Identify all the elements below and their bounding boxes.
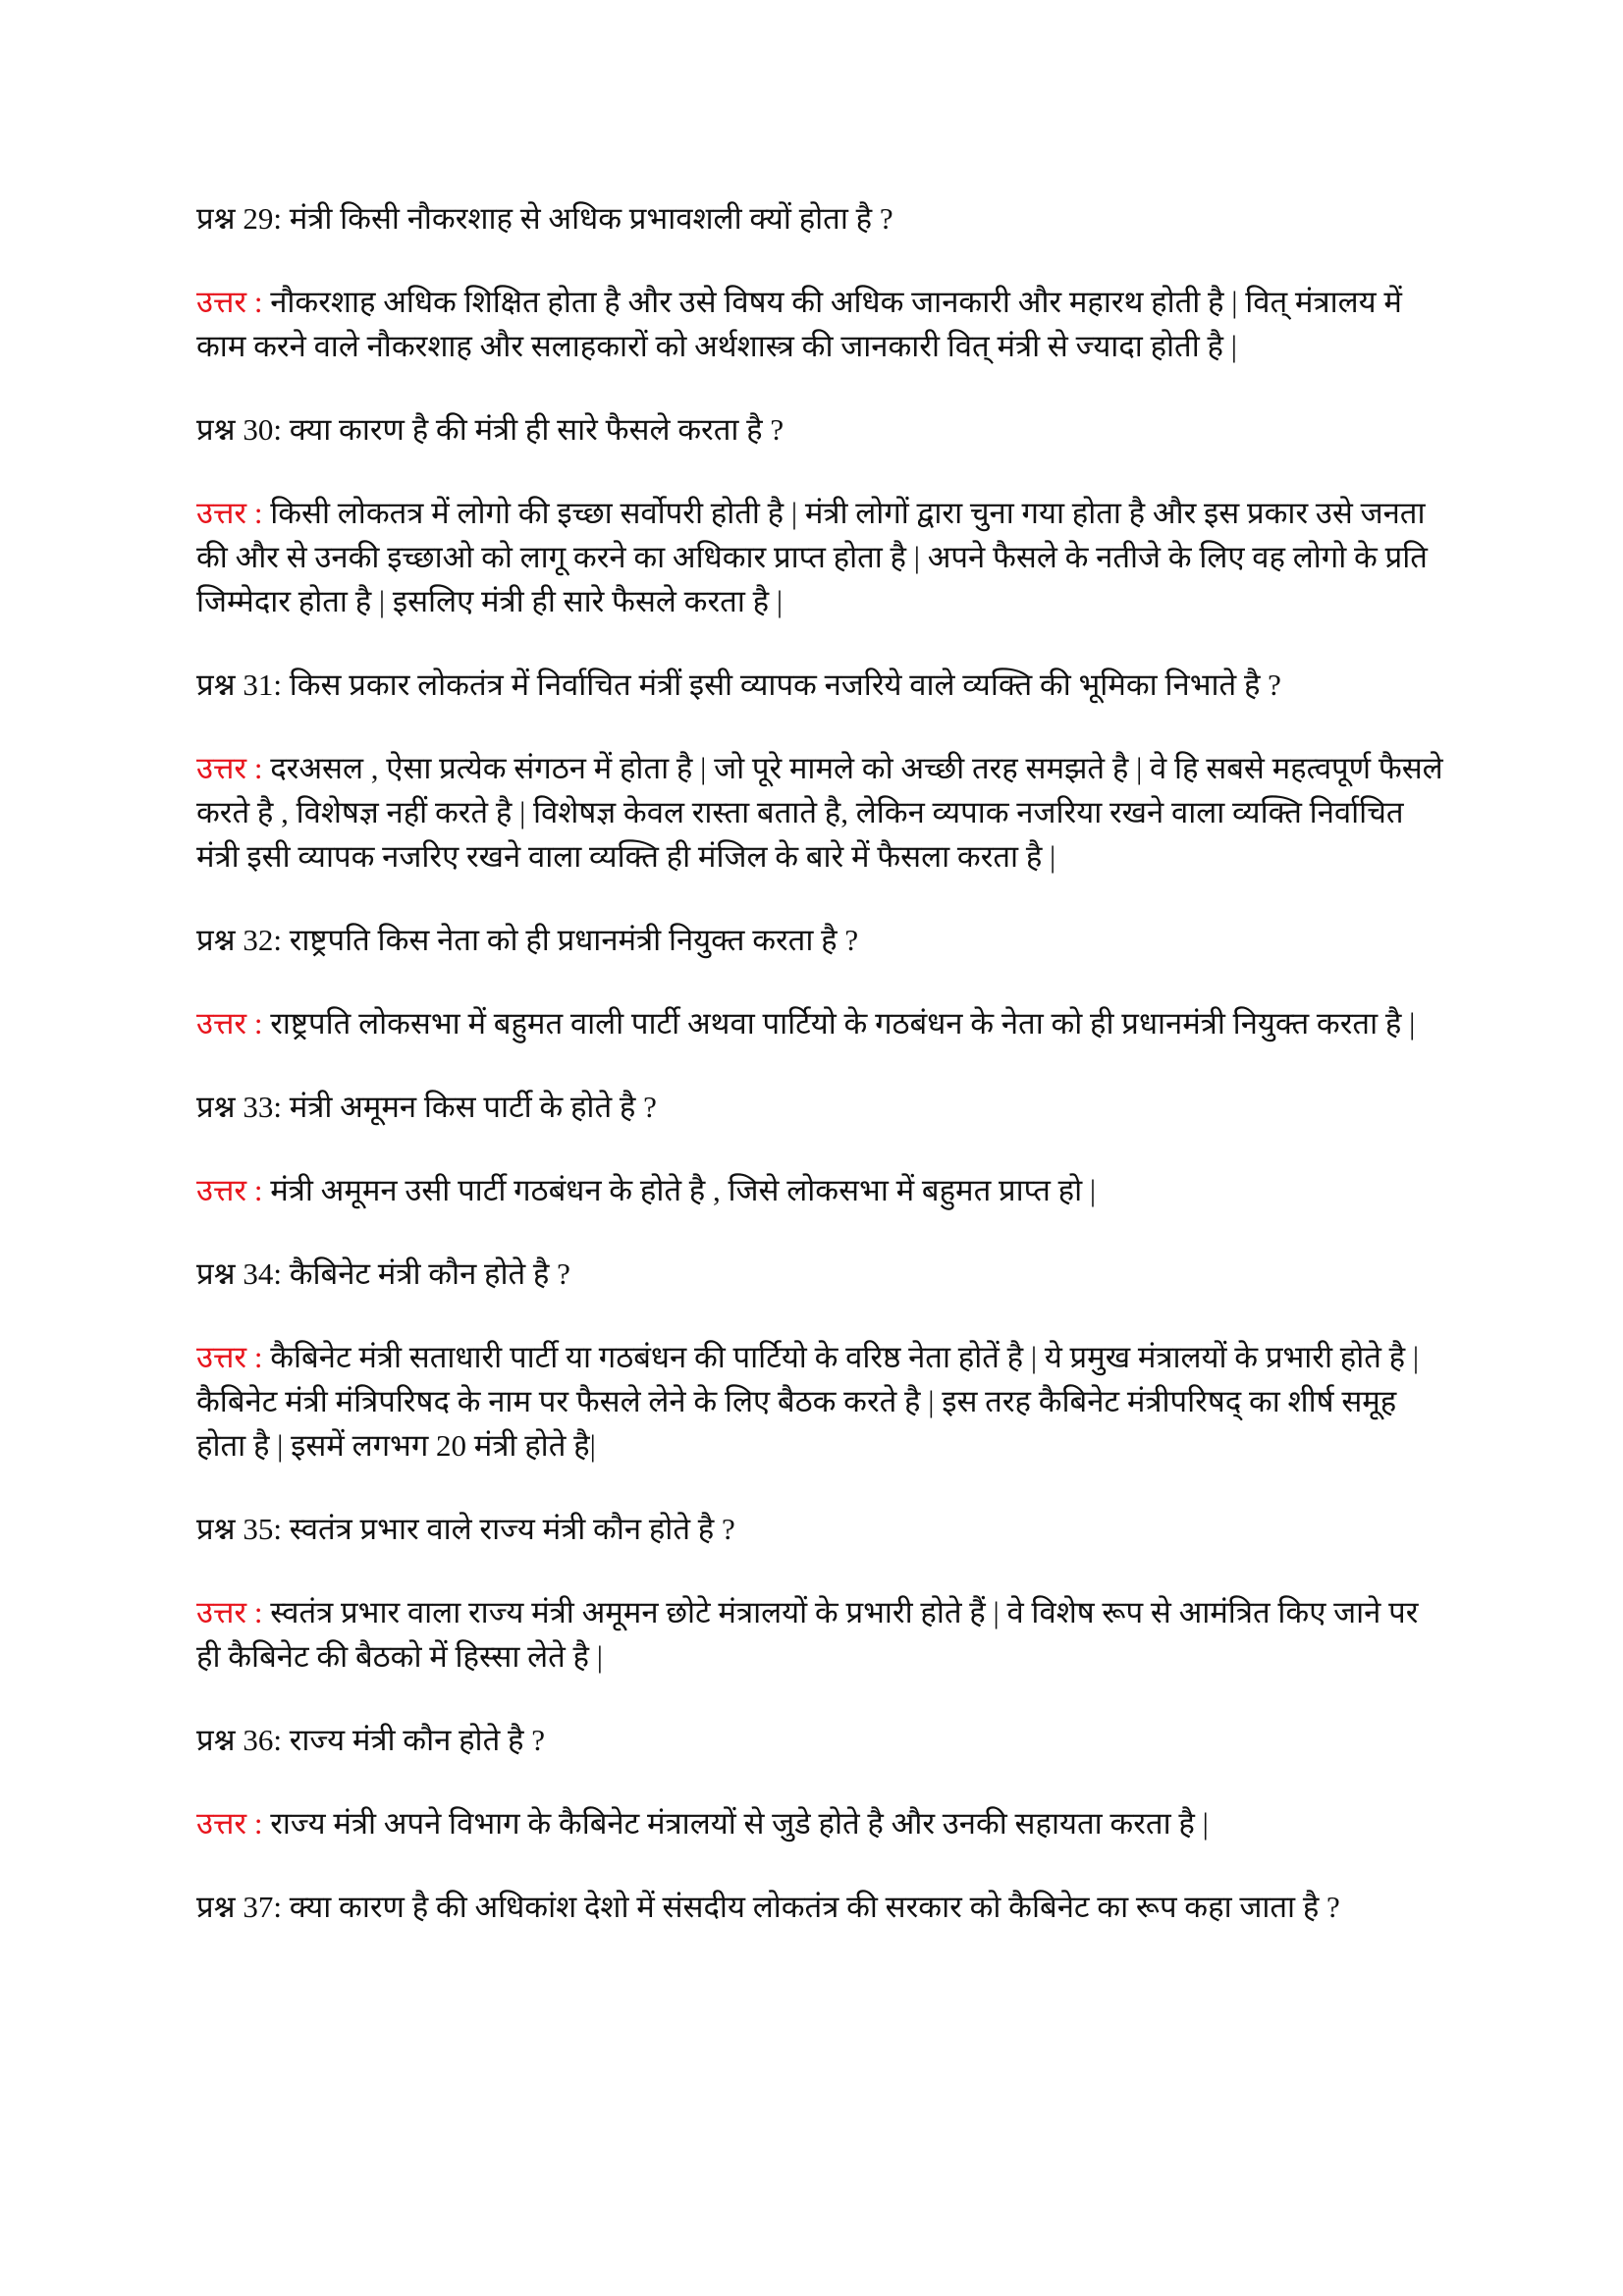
answer-text: राज्य मंत्री अपने विभाग के कैबिनेट मंत्रालयों से जुडे होते है और उनकी सहायता करता है | [270,1806,1209,1841]
answer-text: कैबिनेट मंत्री सताधारी पार्टी या गठबंधन की पार्टियो के वरिष्ठ नेता होतें है | ये प्रमुख मंत्रालयों के प्रभारी होते है | कैबिनेट मंत्री मंत्रिपरिषद के नाम पर फैसले लेने के लिए बैठक करते है | इस तरह कैबिनेट मंत्रीपरिषद् का शीर्ष समूह होता है | इसमें लगभग 20 मंत्री होते है| [196,1340,1420,1463]
question-text: राष्ट्रपति किस नेता को ही प्रधानमंत्री नियुक्त करता है ? [289,923,859,957]
question-text: कैबिनेट मंत्री कौन होते है ? [289,1256,570,1291]
question-number: 33: [243,1090,282,1124]
question-number: 37: [243,1890,282,1924]
question-30 [196,407,1443,452]
question-text: क्या कारण है की मंत्री ही सारे फैसले करता है ? [289,412,784,447]
qa-item-35 [196,1507,1443,1679]
question-prefix: प्रश्न [196,1890,236,1924]
qa-item-32 [196,918,1443,1045]
question-text: राज्य मंत्री कौन होते है ? [289,1723,545,1757]
question-prefix: प्रश्न [196,201,236,236]
document-page [196,196,1443,1968]
qa-item-30 [196,407,1443,623]
qa-item-36 [196,1718,1443,1845]
answer-29 [196,280,1443,368]
question-text: क्या कारण है की अधिकांश देशो में संसदीय लोकतंत्र की सरकार को कैबिनेट का रूप कहा जाता है ? [289,1890,1340,1924]
question-number: 34: [243,1256,282,1291]
answer-31 [196,746,1443,879]
question-36 [196,1718,1443,1762]
question-number: 30: [243,412,282,447]
question-prefix: प्रश्न [196,1723,236,1757]
question-number: 29: [243,201,282,236]
question-prefix: प्रश्न [196,667,236,702]
qa-item-31 [196,663,1443,879]
question-31 [196,663,1443,707]
question-prefix: प्रश्न [196,1256,236,1291]
question-prefix: प्रश्न [196,412,236,447]
question-35 [196,1507,1443,1551]
answer-label: उत्तर : [196,751,263,785]
answer-label: उत्तर : [196,1173,263,1207]
answer-text: राष्ट्रपति लोकसभा में बहुमत वाली पार्टी अथवा पार्टियो के गठबंधन के नेता को ही प्रधानमंत्री नियुक्त करता है | [270,1006,1416,1041]
answer-label: उत्तर : [196,1340,263,1374]
qa-item-37 [196,1885,1443,1929]
answer-33 [196,1168,1443,1212]
answer-text: स्वतंत्र प्रभार वाला राज्य मंत्री अमूमन छोटे मंत्रालयों के प्रभारी होते हैं | वे विशेष रूप से आमंत्रित किए जाने पर ही कैबिनेट की बैठको में हिस्सा लेते है | [196,1595,1419,1674]
qa-item-33 [196,1085,1443,1212]
answer-label: उत्तर : [196,285,263,319]
answer-text: मंत्री अमूमन उसी पार्टी गठबंधन के होते है , जिसे लोकसभा में बहुमत प्राप्त हो | [270,1173,1097,1207]
question-prefix: प्रश्न [196,1512,236,1546]
question-number: 36: [243,1723,282,1757]
question-number: 31: [243,667,282,702]
question-number: 35: [243,1512,282,1546]
question-prefix: प्रश्न [196,1090,236,1124]
answer-32 [196,1001,1443,1045]
question-32 [196,918,1443,962]
answer-30 [196,491,1443,623]
question-text: मंत्री अमूमन किस पार्टी के होते है ? [289,1090,657,1124]
question-prefix: प्रश्न [196,923,236,957]
question-33 [196,1085,1443,1129]
qa-item-34 [196,1252,1443,1468]
question-37 [196,1885,1443,1929]
answer-label: उत्तर : [196,496,263,530]
question-text: स्वतंत्र प्रभार वाले राज्य मंत्री कौन होते है ? [289,1512,735,1546]
question-text: किस प्रकार लोकतंत्र में निर्वाचित मंत्रीं इसी व्यापक नजरिये वाले व्यक्ति की भूमिका निभाते है ? [289,667,1281,702]
answer-36 [196,1801,1443,1845]
answer-34 [196,1335,1443,1468]
answer-text: नौकरशाह अधिक शिक्षित होता है और उसे विषय की अधिक जानकारी और महारथ होती है | वित् मंत्रालय में काम करने वाले नौकरशाह और सलाहकारों को अर्थशास्त्र की जानकारी वित् मंत्री से ज्यादा होती है | [196,285,1402,363]
answer-text: किसी लोकतत्र में लोगो की इच्छा सर्वोपरी होती है | मंत्री लोगों द्वारा चुना गया होता है और इस प्रकार उसे जनता की और से उनकी इच्छाओ को लागू करने का अधिकार प्राप्त होता है | अपने फैसले के नतीजे के लिए वह लोगो के प्रति जिम्मेदार होता है | इसलिए मंत्री ही सारे फैसले करता है | [196,496,1428,618]
qa-item-29 [196,196,1443,368]
question-34 [196,1252,1443,1296]
question-29 [196,196,1443,240]
answer-label: उत्तर : [196,1595,263,1629]
answer-text: दरअसल , ऐसा प्रत्येक संगठन में होता है | जो पूरे मामले को अच्छी तरह समझते है | वे हि सबसे महत्वपूर्ण फैसले करते है , विशेषज्ञ नहीं करते है | विशेषज्ञ केवल रास्ता बताते है, लेकिन व्यपाक नजरिया रखने वाला व्यक्ति निर्वाचित मंत्री इसी व्यापक नजरिए रखने वाला व्यक्ति ही मंजिल के बारे में फैसला करता है | [196,751,1443,874]
answer-label: उत्तर : [196,1806,263,1841]
answer-35 [196,1590,1443,1679]
answer-label: उत्तर : [196,1006,263,1041]
question-number: 32: [243,923,282,957]
question-text: मंत्री किसी नौकरशाह से अधिक प्रभावशली क्यों होता है ? [289,201,893,236]
